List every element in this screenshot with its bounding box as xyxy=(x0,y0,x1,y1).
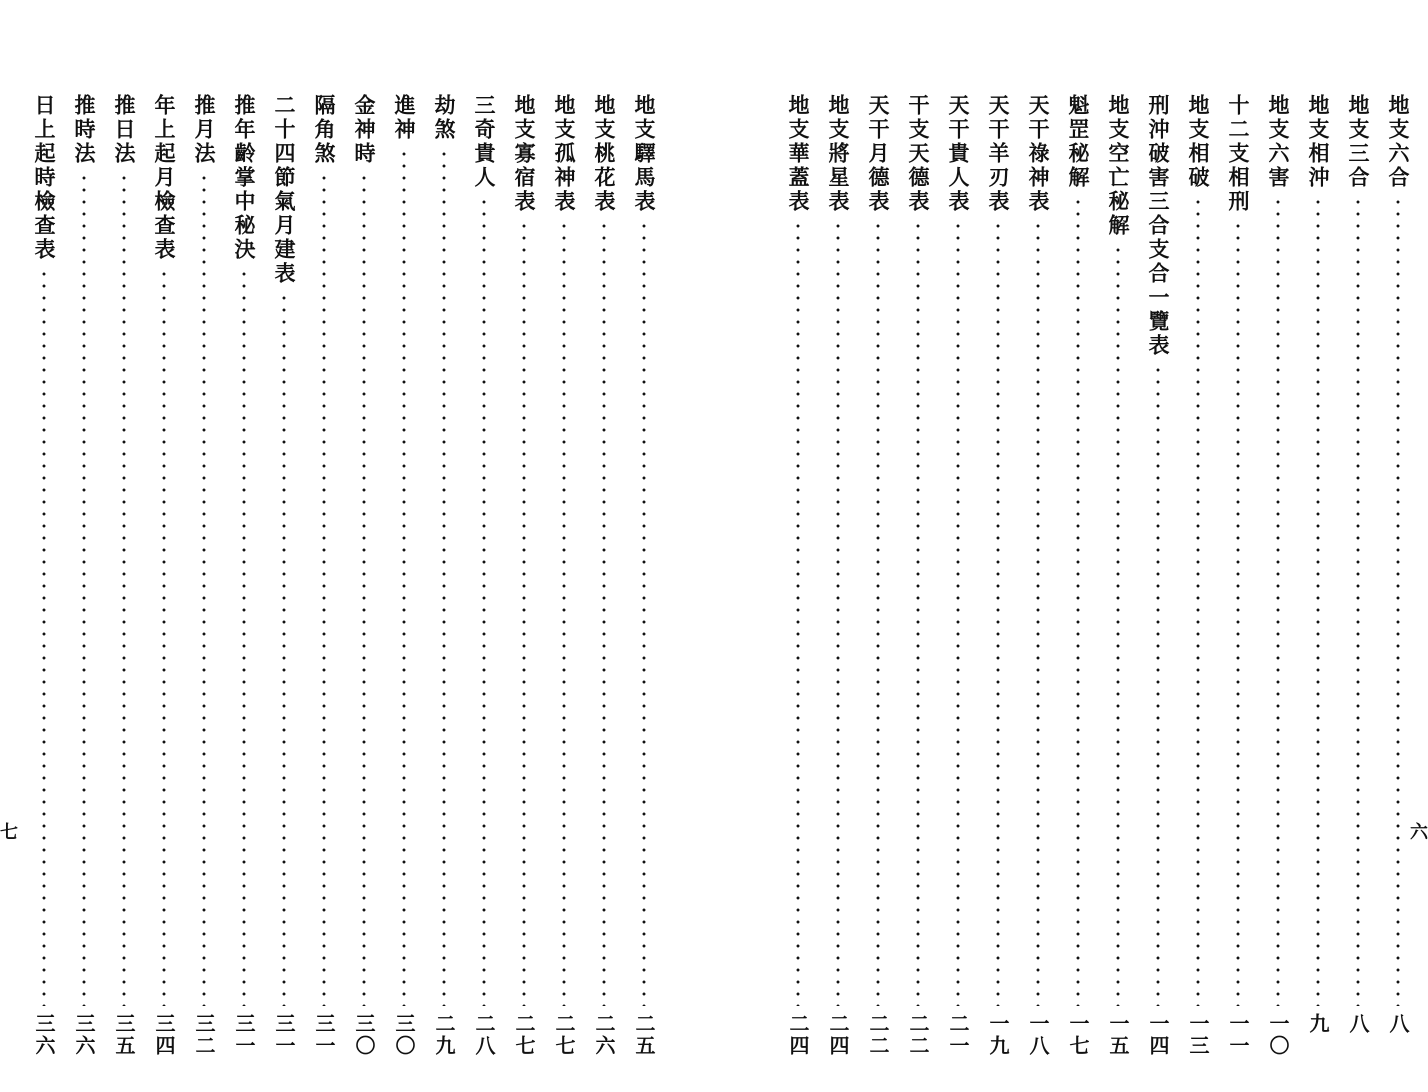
page-number: 一八 xyxy=(1026,1013,1050,1057)
entry-title: 地支華蓋表 xyxy=(786,94,811,214)
dot-leader xyxy=(1036,220,1040,1006)
right-toc-entry[interactable] xyxy=(1342,94,1374,1084)
left-page xyxy=(0,0,700,1092)
dot-leader xyxy=(282,292,286,1006)
folio-left: 七 xyxy=(0,822,18,843)
entry-title: 地支三合 xyxy=(1346,94,1371,190)
page-number: 二二 xyxy=(866,1013,890,1057)
entry-title: 年上起月檢查表 xyxy=(152,94,177,262)
left-toc-entry[interactable] xyxy=(548,94,580,1084)
dot-leader xyxy=(562,220,566,1006)
dot-leader xyxy=(82,172,86,1006)
right-toc-entry[interactable] xyxy=(982,94,1014,1084)
entry-title: 地支桃花表 xyxy=(592,94,617,214)
dot-leader xyxy=(642,220,646,1006)
entry-title: 干支天德表 xyxy=(906,94,931,214)
page-number: 一五 xyxy=(1106,1013,1130,1057)
page-number: 二五 xyxy=(632,1013,656,1057)
page-number: 一七 xyxy=(1066,1013,1090,1057)
entry-title: 天干月德表 xyxy=(866,94,891,214)
dot-leader xyxy=(122,172,126,1006)
left-toc-entry[interactable] xyxy=(308,94,340,1084)
right-toc-entry[interactable] xyxy=(1182,94,1214,1084)
entry-title: 日上起時檢查表 xyxy=(32,94,57,262)
dot-leader xyxy=(956,220,960,1006)
page-number: 一〇 xyxy=(1266,1013,1290,1057)
entry-title: 地支寡宿表 xyxy=(512,94,537,214)
dot-leader xyxy=(916,220,920,1006)
entry-title: 十二支相刑 xyxy=(1226,94,1251,214)
page-number: 三二 xyxy=(192,1013,216,1057)
left-toc-entry[interactable] xyxy=(468,94,500,1084)
page-number: 三六 xyxy=(32,1013,56,1057)
page-number: 三〇 xyxy=(392,1013,416,1057)
dot-leader xyxy=(1196,196,1200,1006)
entry-title: 天干羊刃表 xyxy=(986,94,1011,214)
page-number: 三一 xyxy=(232,1013,256,1057)
left-toc-entry[interactable] xyxy=(188,94,220,1084)
right-toc-entry[interactable] xyxy=(862,94,894,1084)
entry-title: 刑沖破害三合支合一覽表 xyxy=(1146,94,1171,358)
dot-leader xyxy=(1116,244,1120,1006)
right-toc-entry[interactable] xyxy=(1062,94,1094,1084)
entry-title: 進神 xyxy=(392,94,417,142)
left-toc-entry[interactable] xyxy=(628,94,660,1084)
dot-leader xyxy=(162,268,166,1006)
entry-title: 三奇貴人 xyxy=(472,94,497,190)
dot-leader xyxy=(796,220,800,1006)
right-toc-entry[interactable] xyxy=(1262,94,1294,1084)
entry-title: 隔角煞 xyxy=(312,94,337,166)
entry-title: 地支六合 xyxy=(1386,94,1411,190)
right-toc-entry[interactable] xyxy=(902,94,934,1084)
page-number: 一四 xyxy=(1146,1013,1170,1057)
dot-leader xyxy=(836,220,840,1006)
page-number: 二八 xyxy=(472,1013,496,1057)
right-toc-entry[interactable] xyxy=(1302,94,1334,1084)
dot-leader xyxy=(1236,220,1240,1006)
dot-leader xyxy=(202,172,206,1006)
right-toc-entry[interactable] xyxy=(1222,94,1254,1084)
left-toc-entry[interactable] xyxy=(108,94,140,1084)
page-number: 三一 xyxy=(272,1013,296,1057)
page-number: 三五 xyxy=(112,1013,136,1057)
entry-title: 地支空亡秘解 xyxy=(1106,94,1131,238)
page-number: 二一 xyxy=(946,1013,970,1057)
dot-leader xyxy=(1276,196,1280,1006)
entry-title: 地支六害 xyxy=(1266,94,1291,190)
left-toc-entry[interactable] xyxy=(508,94,540,1084)
entry-title: 推日法 xyxy=(112,94,137,166)
page-number: 一三 xyxy=(1186,1013,1210,1057)
right-toc-entry[interactable] xyxy=(1142,94,1174,1084)
right-toc-entry[interactable] xyxy=(822,94,854,1084)
entry-title: 二十四節氣月建表 xyxy=(272,94,297,286)
entry-title: 地支相沖 xyxy=(1306,94,1331,190)
page-number: 二七 xyxy=(552,1013,576,1057)
dot-leader xyxy=(362,172,366,1006)
dot-leader xyxy=(1156,364,1160,1006)
dot-leader xyxy=(1316,196,1320,1006)
left-toc-entry[interactable] xyxy=(348,94,380,1084)
dot-leader xyxy=(522,220,526,1006)
entry-title: 推月法 xyxy=(192,94,217,166)
right-page xyxy=(700,0,1426,1092)
page-number: 二四 xyxy=(826,1013,850,1057)
dot-leader xyxy=(402,148,406,1006)
page-number: 二六 xyxy=(592,1013,616,1057)
left-toc-entry[interactable] xyxy=(428,94,460,1084)
page-number: 三六 xyxy=(72,1013,96,1057)
page-number: 三一 xyxy=(312,1013,336,1057)
entry-title: 推年齡掌中秘決 xyxy=(232,94,257,262)
page-number: 三〇 xyxy=(352,1013,376,1057)
entry-title: 劫煞 xyxy=(432,94,457,142)
dot-leader xyxy=(1396,196,1400,1006)
entry-title: 地支驛馬表 xyxy=(632,94,657,214)
left-toc-entry[interactable] xyxy=(588,94,620,1084)
dot-leader xyxy=(1356,196,1360,1006)
page-number: 二二 xyxy=(906,1013,930,1057)
entry-title: 天干貴人表 xyxy=(946,94,971,214)
dot-leader xyxy=(322,172,326,1006)
right-toc-entry[interactable] xyxy=(1022,94,1054,1084)
entry-title: 魁罡秘解 xyxy=(1066,94,1091,190)
page-number: 三四 xyxy=(152,1013,176,1057)
left-toc-entry[interactable] xyxy=(268,94,300,1084)
left-toc-entry[interactable] xyxy=(148,94,180,1084)
dot-leader xyxy=(602,220,606,1006)
page-number: 九 xyxy=(1306,1013,1330,1035)
left-toc-entry[interactable] xyxy=(228,94,260,1084)
entry-title: 推時法 xyxy=(72,94,97,166)
right-toc-entry[interactable] xyxy=(1382,94,1414,1084)
right-toc-entry[interactable] xyxy=(942,94,974,1084)
entry-title: 地支將星表 xyxy=(826,94,851,214)
dot-leader xyxy=(482,196,486,1006)
dot-leader xyxy=(442,148,446,1006)
entry-title: 地支相破 xyxy=(1186,94,1211,190)
right-toc-entry[interactable] xyxy=(782,94,814,1084)
folio-right: 六 xyxy=(1410,822,1428,843)
dot-leader xyxy=(876,220,880,1006)
left-toc-entry[interactable] xyxy=(388,94,420,1084)
entry-title: 金神時 xyxy=(352,94,377,166)
entry-title: 天干祿神表 xyxy=(1026,94,1051,214)
dot-leader xyxy=(42,268,46,1006)
dot-leader xyxy=(1076,196,1080,1006)
page-number: 二四 xyxy=(786,1013,810,1057)
page-number: 一一 xyxy=(1226,1013,1250,1057)
page-number: 二七 xyxy=(512,1013,536,1057)
page-number: 八 xyxy=(1346,1013,1370,1035)
entry-title: 地支孤神表 xyxy=(552,94,577,214)
right-toc-entry[interactable] xyxy=(1102,94,1134,1084)
page-number: 二九 xyxy=(432,1013,456,1057)
page-number: 八 xyxy=(1386,1013,1410,1035)
left-toc-entry[interactable] xyxy=(68,94,100,1084)
dot-leader xyxy=(996,220,1000,1006)
dot-leader xyxy=(242,268,246,1006)
page-number: 一九 xyxy=(986,1013,1010,1057)
left-toc-entry[interactable] xyxy=(28,94,60,1084)
